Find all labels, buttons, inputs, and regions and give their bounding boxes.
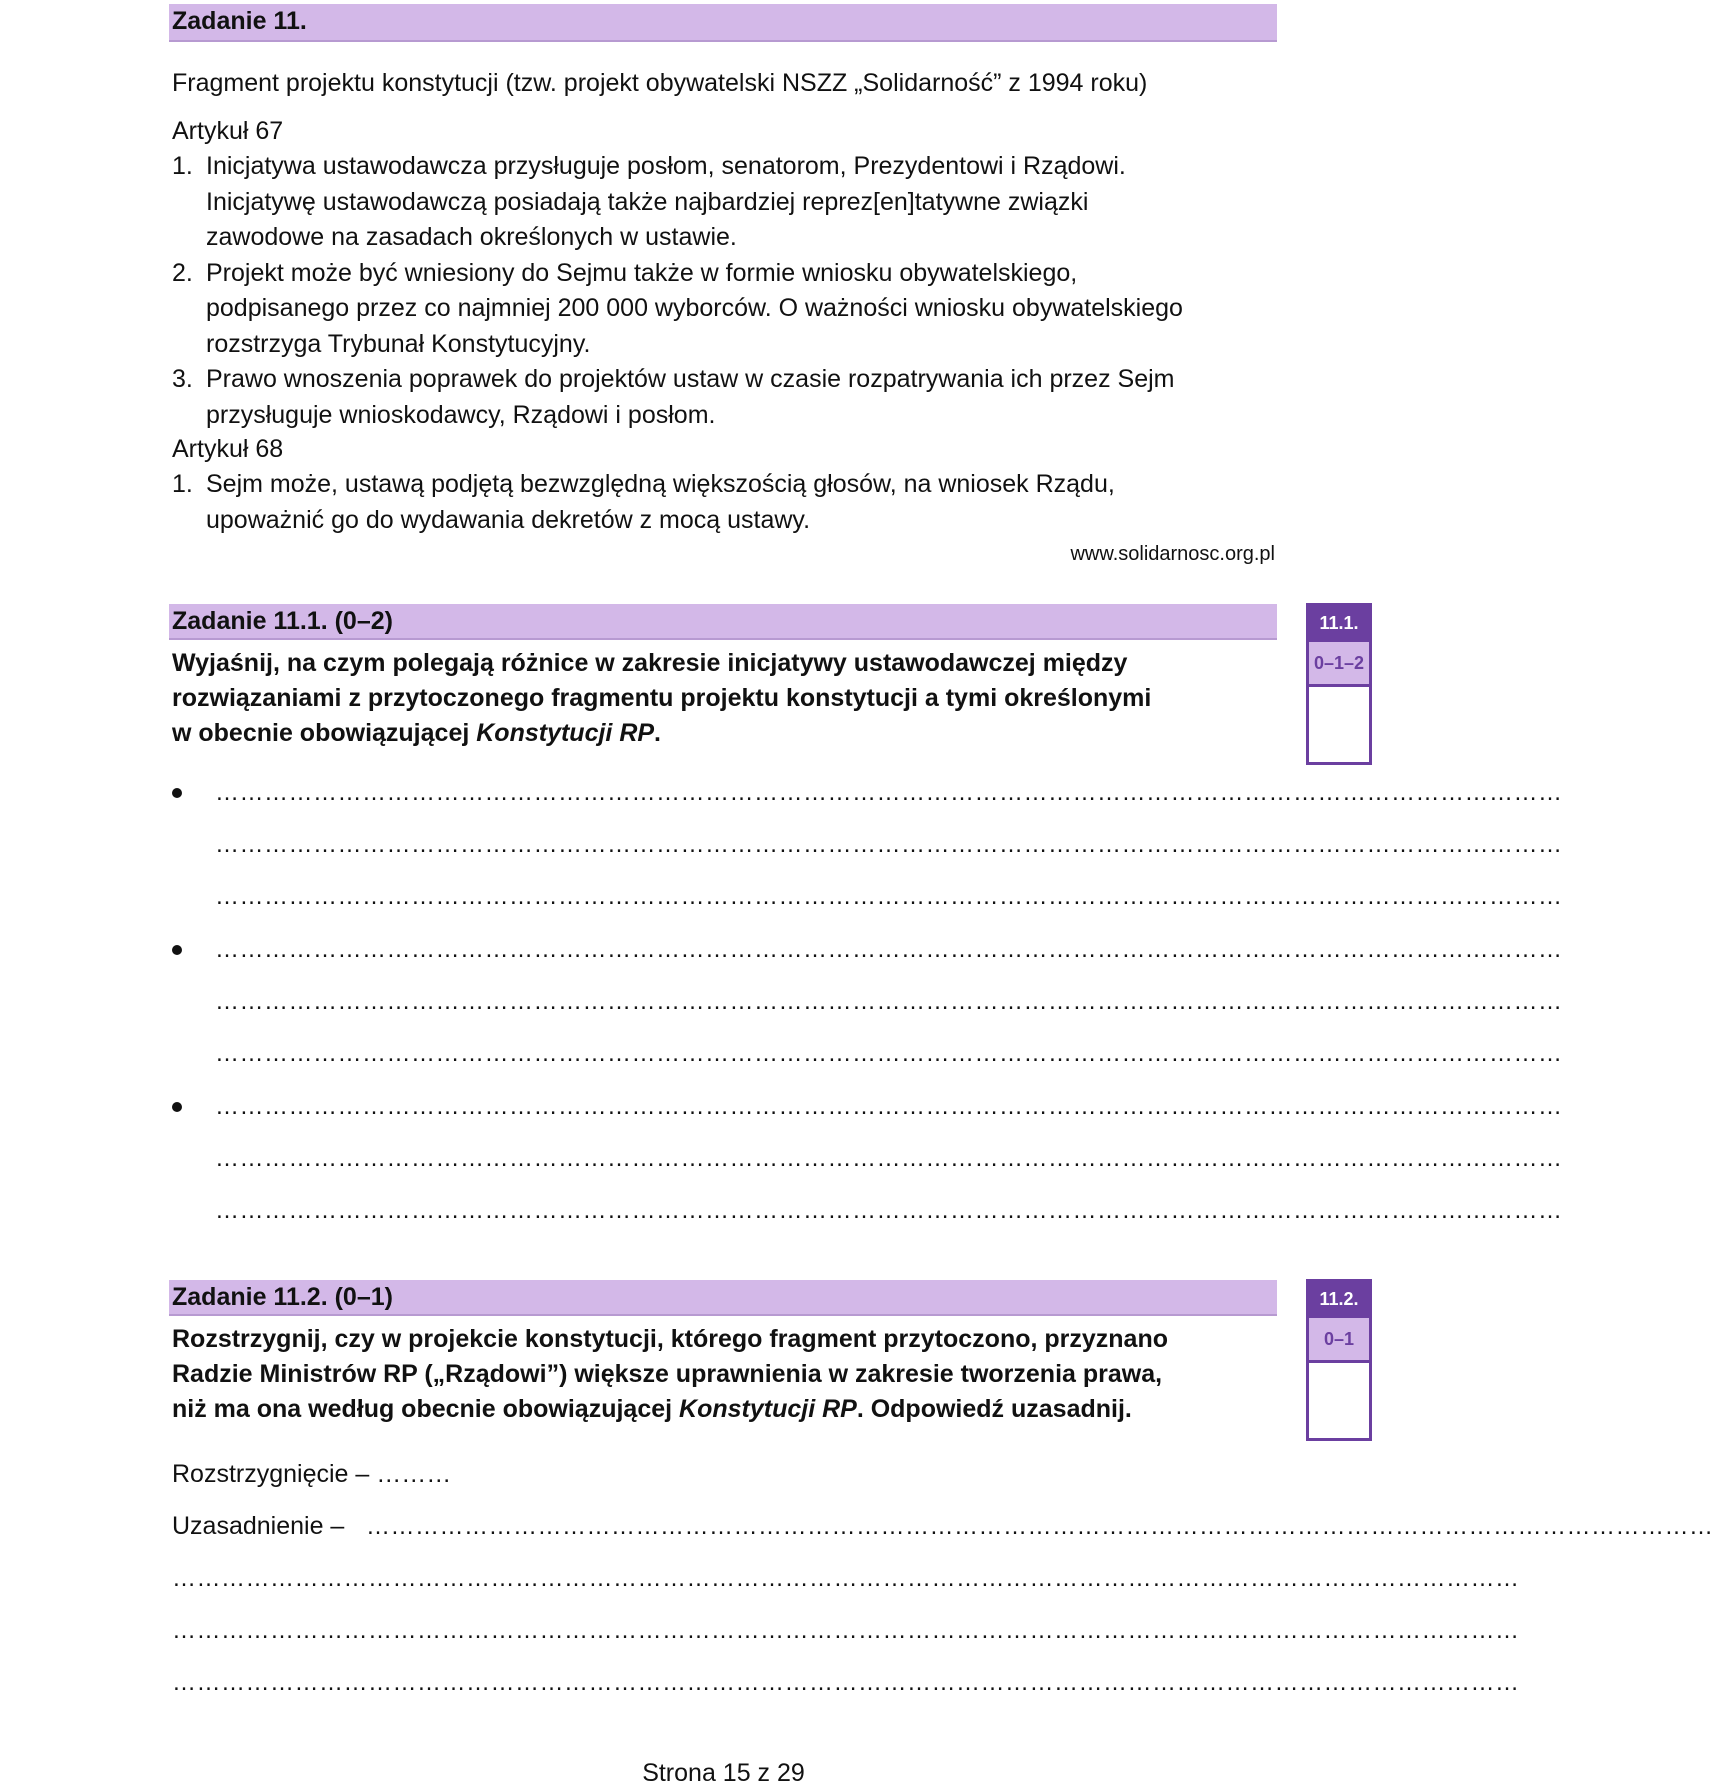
score-range-11-2: 0–1 (1309, 1316, 1369, 1363)
score-range-11-1: 0–1–2 (1309, 640, 1369, 687)
answer-line[interactable]: ………………………………………………………………………………………………………………………………………………… (366, 1513, 1714, 1540)
answer-line[interactable]: ………………………………………………………………………………………………………………………………………………… (215, 936, 1563, 963)
answer-line[interactable]: ………………………………………………………………………………………………………………………………………………… (172, 1617, 1520, 1644)
justification-label: Uzasadnienie – (172, 1512, 345, 1540)
task-11-1-question: Wyjaśnij, na czym polegają różnice w zakresie inicjatywy ustawodawczej między rozwiązaniami z przytoczonego fragmentu projektu konstytucji a tymi określonymi w obecnie obowiązującej Konstytucji RP. (172, 649, 1152, 747)
answer-line[interactable]: ………………………………………………………………………………………………………………………………………………… (172, 1565, 1520, 1592)
article-67-item-3: 3. Prawo wnoszenia poprawek do projektów ustaw w czasie rozpatrywania ich przez Sejm przysługuje wnioskodawcy, Rządowi i posłom. (172, 365, 1175, 429)
source-intro: Fragment projektu konstytucji (tzw. projekt obywatelski NSZZ „Solidarność” z 1994 roku) (172, 69, 1148, 97)
score-label-11-2: 11.2. (1309, 1282, 1369, 1316)
bullet-1 (172, 788, 182, 798)
score-field-11-2[interactable] (1309, 1363, 1369, 1437)
article-67-item-1: 1. Inicjatywa ustawodawcza przysługuje posłom, senatorom, Prezydentowi i Rządowi. Inicjatywę ustawodawczą posiadają także najbardziej reprez[en]tatywne związki zawodowe na zasadach określonych w ustawie. (172, 152, 1126, 251)
task-11-header (169, 4, 1277, 42)
answer-line[interactable]: ………………………………………………………………………………………………………………………………………………… (215, 988, 1563, 1015)
task-11-1-header (169, 604, 1277, 640)
answer-line[interactable]: ………………………………………………………………………………………………………………………………………………… (215, 1093, 1563, 1120)
answer-line[interactable]: ………………………………………………………………………………………………………………………………………………… (215, 1040, 1563, 1067)
answer-line[interactable]: ………………………………………………………………………………………………………………………………………………… (172, 1669, 1520, 1696)
article-67-list (172, 149, 1282, 433)
answer-line[interactable]: ………………………………………………………………………………………………………………………………………………… (215, 779, 1563, 806)
score-box-11-1 (1306, 603, 1372, 765)
article-67-item-2: 2. Projekt może być wniesiony do Sejmu także w formie wniosku obywatelskiego, podpisanego przez co najmniej 200 000 wyborców. O ważności wniosku obywatelskiego rozstrzyga Trybunał Konstytucyjny. (172, 258, 1183, 358)
answer-line[interactable]: ………………………………………………………………………………………………………………………………………………… (215, 831, 1563, 858)
task-11-2-title: Zadanie 11.2. (0–1) (172, 1283, 393, 1311)
bullet-2 (172, 945, 182, 955)
answer-line[interactable]: ………………………………………………………………………………………………………………………………………………… (215, 1145, 1563, 1172)
task-11-2-header (169, 1280, 1277, 1316)
task-11-2-question: Rozstrzygnij, czy w projekcie konstytucji, którego fragment przytoczono, przyznano Radzie Ministrów RP („Rządowi”) większe uprawnienia w zakresie tworzenia prawa, niż ma ona według obecnie obowiązującej Konstytucji RP. Odpowiedź uzasadnij. (172, 1325, 1168, 1423)
article-68-heading: Artykuł 68 (172, 435, 284, 463)
answer-line[interactable]: ………………………………………………………………………………………………………………………………………………… (215, 1197, 1563, 1224)
score-box-11-2 (1306, 1279, 1372, 1441)
decision-field[interactable]: Rozstrzygnięcie – ……… (172, 1460, 452, 1488)
task-11-1-title: Zadanie 11.1. (0–2) (172, 607, 393, 635)
score-field-11-1[interactable] (1309, 687, 1369, 761)
article-68-item-1: 1. Sejm może, ustawą podjętą bezwzględną większością głosów, na wniosek Rządu, upoważnić go do wydawania dekretów z mocą ustawy. (172, 470, 1115, 534)
answer-line[interactable]: ………………………………………………………………………………………………………………………………………………… (215, 883, 1563, 910)
page-number: Strona 15 z 29 (642, 1759, 805, 1787)
bullet-3 (172, 1102, 182, 1112)
score-label-11-1: 11.1. (1309, 606, 1369, 640)
source-url: www.solidarnosc.org.pl (1070, 543, 1275, 565)
task-11-title: Zadanie 11. (172, 7, 307, 35)
article-67-heading: Artykuł 67 (172, 117, 284, 145)
article-68-list (172, 467, 1282, 538)
